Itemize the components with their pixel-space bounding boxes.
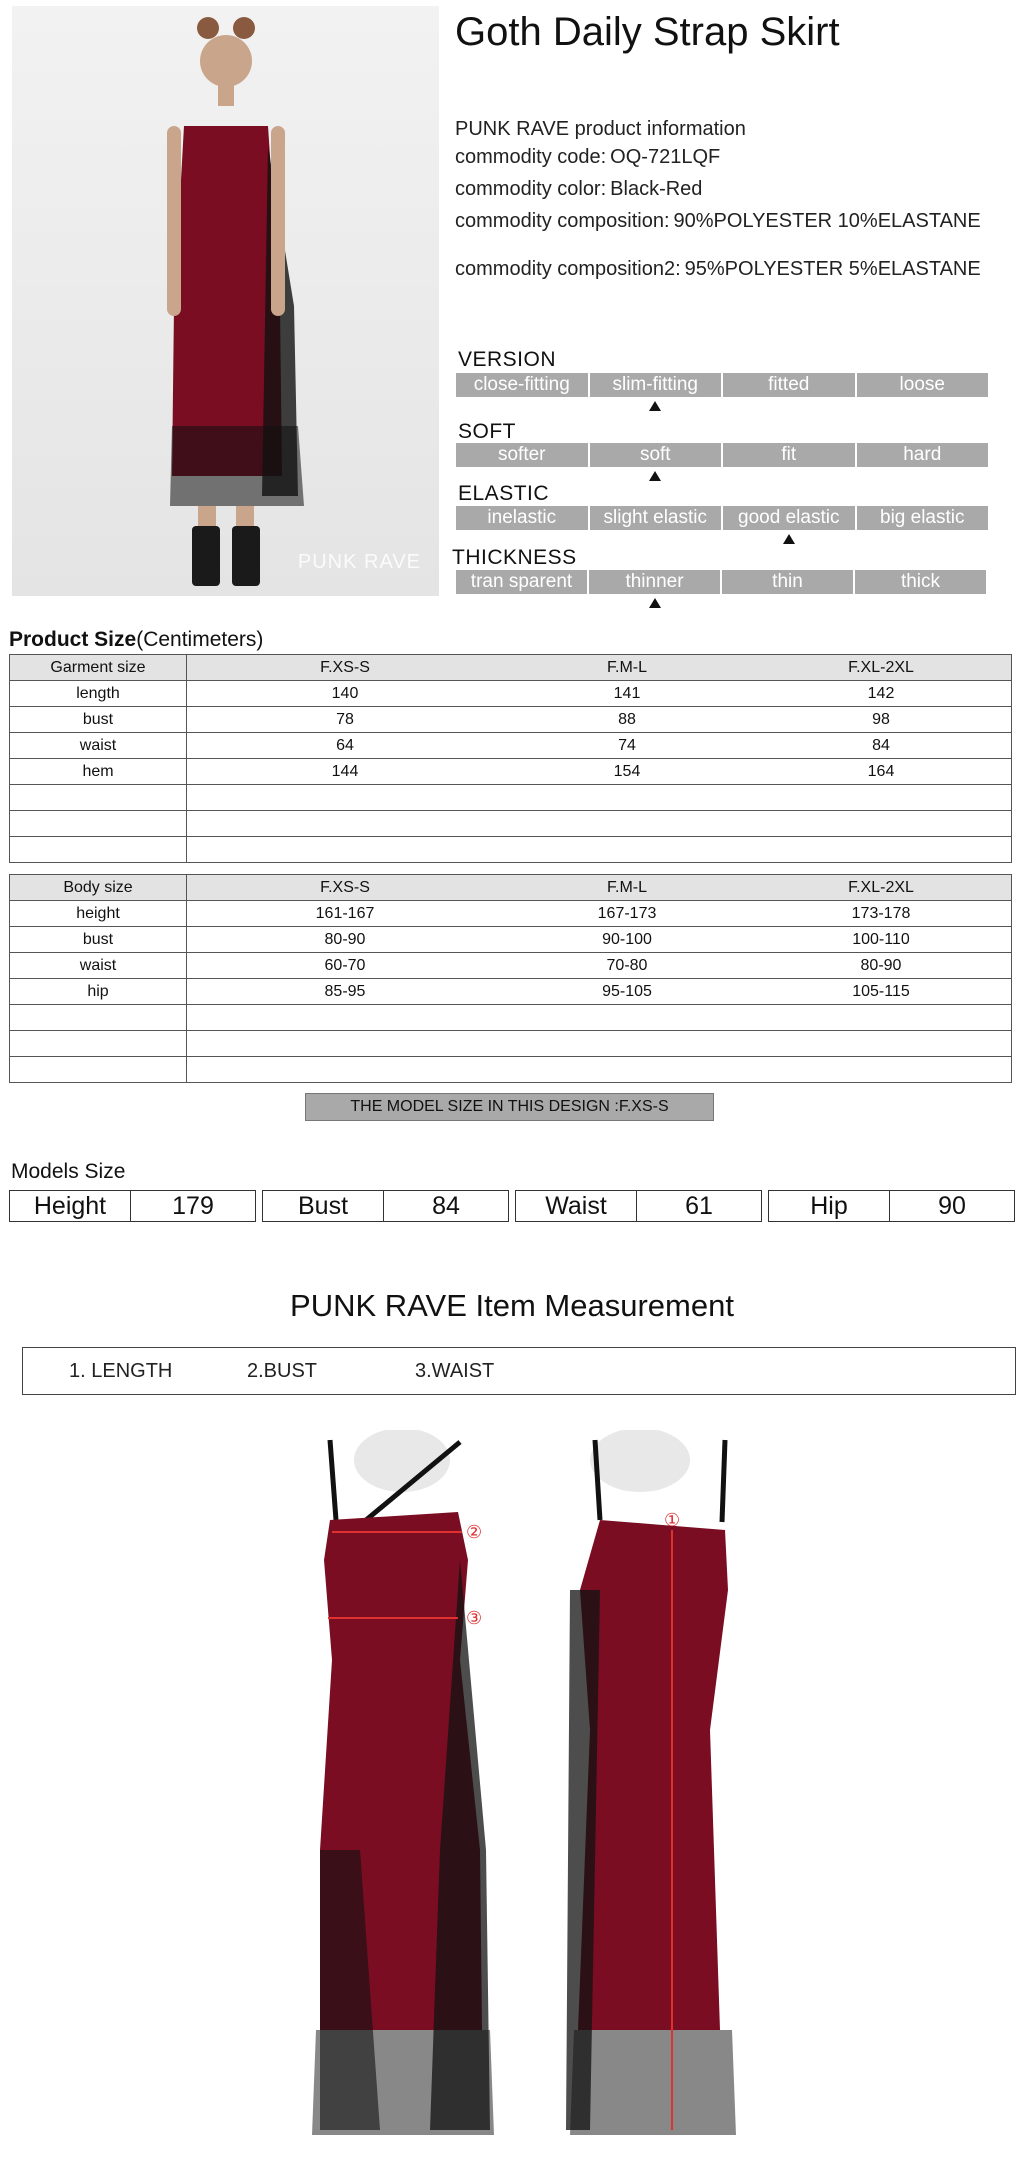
- product_size-row-waist-value-3: 84: [872, 736, 890, 754]
- body_size-header-row-label: Body size: [10, 875, 187, 901]
- product_size-empty-row-3-values: [187, 837, 1012, 863]
- body_size-empty-row-2-label: [10, 1031, 187, 1057]
- body_size-header-row-value-1: F.XS-S: [320, 878, 370, 896]
- commodity-color-label: commodity color:: [455, 178, 607, 200]
- body_size-row-bust-values: [187, 927, 1012, 953]
- measurement-title: PUNK RAVE Item Measurement: [290, 1288, 734, 1323]
- measurement-item-waist: 3.WAIST: [415, 1360, 495, 1382]
- body_size-header-row-value-2: F.M-L: [607, 878, 647, 896]
- commodity-composition-label: commodity composition:: [455, 210, 670, 232]
- product-size-title: Product Size(Centimeters): [9, 628, 264, 651]
- model-hip-value: 90: [938, 1192, 966, 1220]
- product_size-empty-row-3: [10, 837, 1012, 863]
- product_size-row-length: [10, 681, 1012, 707]
- product_size-row-waist-value-1: 64: [336, 736, 354, 754]
- version-option-3: fitted: [723, 373, 855, 397]
- thickness-option-3: thin: [722, 570, 853, 594]
- product_size-header-row-value-1: F.XS-S: [320, 658, 370, 676]
- info-heading: PUNK RAVE product information: [455, 118, 746, 140]
- product_size-empty-row-2-values: [187, 811, 1012, 837]
- product-size-unit: (Centimeters): [136, 628, 264, 651]
- body_size-empty-row-2: [10, 1031, 1012, 1057]
- commodity-composition2-line: [455, 258, 981, 281]
- body_size-row-waist: [10, 953, 1012, 979]
- soft-option-3: fit: [723, 443, 855, 467]
- body_size-header-row-values: [187, 875, 1012, 901]
- body_size-row-height: [10, 901, 1012, 927]
- product_size-header-row: [10, 655, 1012, 681]
- models-size-title: Models Size: [11, 1160, 126, 1183]
- version-option-4: loose: [857, 373, 989, 397]
- product_size-row-hem-value-2: 154: [613, 762, 641, 780]
- model-waist-box: [515, 1190, 762, 1222]
- body_size-row-waist-value-3: 80-90: [860, 956, 902, 974]
- body_size-row-bust-label: bust: [10, 927, 187, 953]
- product_size-row-length-value-3: 142: [867, 684, 895, 702]
- commodity-composition-value: 90%POLYESTER 10%ELASTANE: [673, 210, 981, 232]
- body_size-row-hip-value-2: 95-105: [602, 982, 652, 1000]
- body_size-row-waist-values: [187, 953, 1012, 979]
- body_size-row-hip-label: hip: [10, 979, 187, 1005]
- body_size-row-bust-value-2: 90-100: [602, 930, 652, 948]
- product_size-empty-row-2: [10, 811, 1012, 837]
- product_size-row-hem: [10, 759, 1012, 785]
- soft-selected-indicator: [649, 471, 661, 481]
- product_size-header-row-values: [187, 655, 1012, 681]
- models-size-row: [9, 1190, 1021, 1222]
- garment-size-table: [9, 654, 1012, 863]
- product_size-row-waist-values: [187, 733, 1012, 759]
- thickness-scale: [456, 570, 986, 596]
- product_size-row-bust: [10, 707, 1012, 733]
- product_size-header-row-value-3: F.XL-2XL: [848, 658, 914, 676]
- body_size-empty-row-3-label: [10, 1057, 187, 1083]
- version-option-1: close-fitting: [456, 373, 588, 397]
- body_size-header-row-value-3: F.XL-2XL: [848, 878, 914, 896]
- body_size-empty-row-3-values: [187, 1057, 1012, 1083]
- product_size-empty-row-3-label: [10, 837, 187, 863]
- elastic-option-3: good elastic: [723, 506, 855, 530]
- elastic-scale: [456, 506, 988, 532]
- dress-front-view: [290, 1430, 510, 2145]
- model-size-note: THE MODEL SIZE IN THIS DESIGN :F.XS-S: [305, 1093, 714, 1121]
- elastic-option-4: big elastic: [857, 506, 989, 530]
- body_size-row-bust-value-1: 80-90: [324, 930, 366, 948]
- product_size-row-hem-value-3: 164: [867, 762, 895, 780]
- thickness-label: THICKNESS: [452, 546, 577, 569]
- product_size-empty-row-1-label: [10, 785, 187, 811]
- product_size-row-length-value-2: 141: [613, 684, 641, 702]
- commodity-color-value: Black-Red: [610, 178, 703, 200]
- model-height-box: [9, 1190, 256, 1222]
- version-label: VERSION: [458, 348, 557, 371]
- body_size-row-waist-value-1: 60-70: [324, 956, 366, 974]
- product_size-empty-row-2-label: [10, 811, 187, 837]
- thickness-option-4: thick: [855, 570, 986, 594]
- soft-option-2: soft: [590, 443, 722, 467]
- product_size-empty-row-1-values: [187, 785, 1012, 811]
- product_size-row-length-value-1: 140: [331, 684, 359, 702]
- elastic-option-1: inelastic: [456, 506, 588, 530]
- hero-watermark: PUNK RAVE: [297, 551, 421, 573]
- model-bust-label: Bust: [263, 1191, 384, 1221]
- product_size-empty-row-1: [10, 785, 1012, 811]
- product_size-row-bust-values: [187, 707, 1012, 733]
- model-height-value: 179: [172, 1192, 214, 1220]
- body_size-row-height-value-2: 167-173: [597, 904, 657, 922]
- body_size-row-height-value-1: 161-167: [315, 904, 375, 922]
- model-waist-label: Waist: [516, 1191, 637, 1221]
- model-height-label: Height: [10, 1191, 131, 1221]
- body_size-empty-row-2-values: [187, 1031, 1012, 1057]
- commodity-composition2-value: 95%POLYESTER 5%ELASTANE: [684, 258, 981, 280]
- body_size-empty-row-3: [10, 1057, 1012, 1083]
- version-scale: [456, 373, 988, 399]
- body_size-row-bust: [10, 927, 1012, 953]
- body_size-row-height-label: height: [10, 901, 187, 927]
- commodity-composition2-label: commodity composition2:: [455, 258, 681, 280]
- soft-scale: [456, 443, 988, 469]
- model-hip-label: Hip: [769, 1191, 890, 1221]
- product_size-row-waist-label: waist: [10, 733, 187, 759]
- body_size-row-hip-value-3: 105-115: [852, 982, 910, 1000]
- product_size-row-length-label: length: [10, 681, 187, 707]
- soft-option-1: softer: [456, 443, 588, 467]
- model-bust-box: [262, 1190, 509, 1222]
- hero-product-photo: [12, 6, 439, 596]
- soft-option-4: hard: [857, 443, 989, 467]
- elastic-selected-indicator: [783, 534, 795, 544]
- product_size-header-row-label: Garment size: [10, 655, 187, 681]
- product-title: Goth Daily Strap Skirt: [455, 10, 840, 54]
- product_size-row-bust-value-2: 88: [618, 710, 636, 728]
- body_size-row-height-values: [187, 901, 1012, 927]
- product_size-row-length-values: [187, 681, 1012, 707]
- commodity-code-line: [455, 146, 720, 169]
- waist-marker: ③: [466, 1608, 483, 1629]
- version-selected-indicator: [649, 401, 661, 411]
- body_size-row-height-value-3: 173-178: [851, 904, 911, 922]
- product_size-row-hem-label: hem: [10, 759, 187, 785]
- body_size-empty-row-1-values: [187, 1005, 1012, 1031]
- body-size-table: [9, 874, 1012, 1083]
- body_size-row-waist-label: waist: [10, 953, 187, 979]
- model-figure-illustration: [12, 6, 439, 596]
- body_size-row-waist-value-2: 70-80: [606, 956, 648, 974]
- model-waist-value: 61: [685, 1192, 713, 1220]
- commodity-code-value: OQ-721LQF: [610, 146, 721, 168]
- thickness-selected-indicator: [649, 598, 661, 608]
- product_size-row-hem-value-1: 144: [331, 762, 359, 780]
- body_size-empty-row-1: [10, 1005, 1012, 1031]
- soft-label: SOFT: [458, 420, 516, 443]
- dress-back-view: [560, 1430, 760, 2145]
- thickness-option-2: thinner: [589, 570, 720, 594]
- product_size-row-bust-value-3: 98: [872, 710, 890, 728]
- product_size-row-waist-value-2: 74: [618, 736, 636, 754]
- model-bust-value: 84: [432, 1192, 460, 1220]
- commodity-composition-line: [455, 210, 981, 233]
- model-hip-box: [768, 1190, 1015, 1222]
- version-option-2: slim-fitting: [590, 373, 722, 397]
- product_size-row-hem-values: [187, 759, 1012, 785]
- measurement-item-bust: 2.BUST: [247, 1360, 318, 1382]
- body_size-header-row: [10, 875, 1012, 901]
- body_size-row-hip-value-1: 85-95: [324, 982, 366, 1000]
- measurement-legend: [22, 1347, 1016, 1395]
- bust-marker: ②: [466, 1522, 483, 1543]
- body_size-row-hip: [10, 979, 1012, 1005]
- length-marker: ①: [664, 1510, 681, 1531]
- product_size-row-waist: [10, 733, 1012, 759]
- thickness-option-1: tran sparent: [456, 570, 587, 594]
- body_size-row-hip-values: [187, 979, 1012, 1005]
- product_size-row-bust-value-1: 78: [336, 710, 354, 728]
- product_size-row-bust-label: bust: [10, 707, 187, 733]
- product_size-header-row-value-2: F.M-L: [607, 658, 647, 676]
- body_size-empty-row-1-label: [10, 1005, 187, 1031]
- elastic-option-2: slight elastic: [590, 506, 722, 530]
- elastic-label: ELASTIC: [458, 482, 550, 505]
- body_size-row-bust-value-3: 100-110: [852, 930, 910, 948]
- measurement-item-length: 1. LENGTH: [69, 1360, 173, 1382]
- commodity-code-label: commodity code:: [455, 146, 607, 168]
- commodity-color-line: [455, 178, 702, 201]
